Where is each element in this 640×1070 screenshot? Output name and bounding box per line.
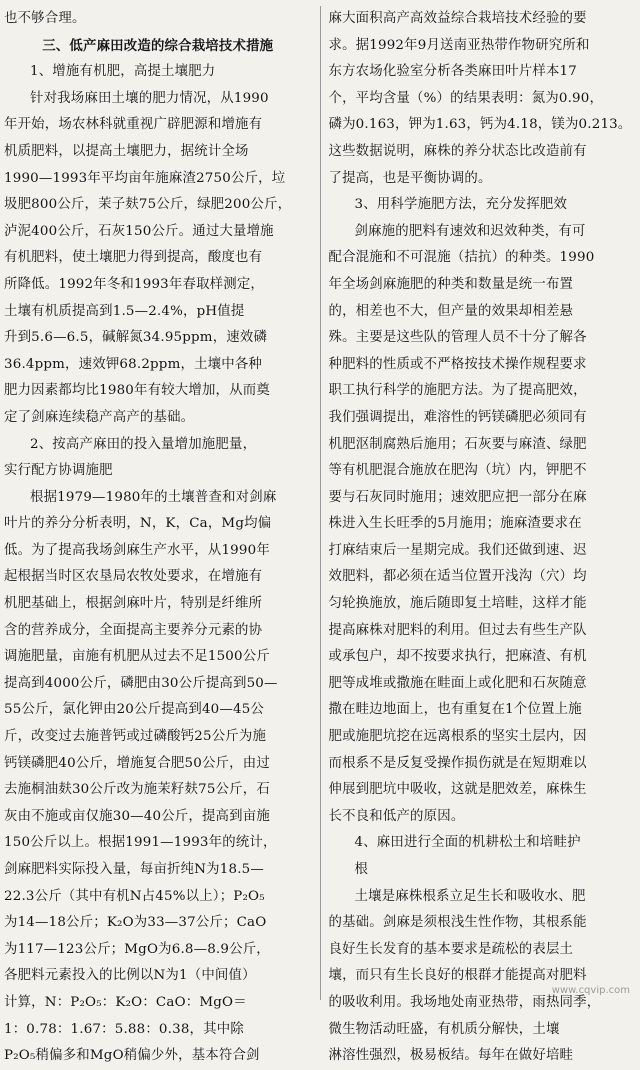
- right-text-line: 求。据1992年9月送南亚热带作物研究所和: [328, 37, 590, 53]
- right-text-line: 微生物活动旺盛，有机质分解快，土壤: [328, 1021, 560, 1037]
- left-text-line: 1、增施有机肥，高提土壤肥力: [30, 64, 216, 80]
- left-text-line: 计算，N：P₂O₅：K₂O：CaO：MgO＝: [4, 994, 247, 1010]
- left-text-line: 根据1979—1980年的土壤普查和对剑麻: [30, 489, 277, 505]
- left-text-line: 定了剑麻连续稳产高产的基础。: [4, 409, 195, 425]
- left-text-line: 为14—18公斤；K₂O为33—37公斤；CaO: [4, 915, 267, 931]
- right-text-line: 职工执行科学的施肥方法。为了提高肥效，: [328, 383, 587, 399]
- right-text-line: 壤，而只有生长良好的根群才能提高对肥料: [328, 968, 587, 984]
- right-text-line: 肥等成堆或撒施在畦面上或化肥和石灰随意: [328, 675, 587, 691]
- left-text-line: 土壤有机质提高到1.5—2.4%，pH值提: [4, 303, 245, 319]
- left-text-line: 含的营养成分，全面提高主要养分元素的协: [4, 622, 263, 638]
- right-text-line: 淋溶性强烈，极易板结。每年在做好培畦: [328, 1048, 574, 1064]
- left-text-line: 1990—1993年平均亩年施麻渣2750公斤，垃: [4, 170, 286, 186]
- left-text-line: 钙镁磷肥40公斤，增施复合肥50公斤，由过: [4, 755, 270, 771]
- right-text-line: 等有机肥混合施放在肥沟（坑）内，钾肥不: [328, 463, 587, 479]
- right-text-line: 了提高，也是平衡协调的。: [328, 170, 492, 186]
- right-text-line: 的基础。剑麻是须根浅生性作物，其根系能: [328, 915, 587, 931]
- right-text-line: 要与石灰同时施用；速效肥应把一部分在麻: [328, 489, 587, 505]
- right-text-line: 麻大面积高产高效益综合栽培技术经验的要: [328, 11, 587, 26]
- left-text-line: 55公斤，氯化钾由20公斤提高到40—45公: [4, 702, 265, 718]
- right-text-line: 个，平均含量（%）的结果表明：氮为0.90，: [328, 90, 604, 106]
- left-text-line: 去施桐油麸30公斤改为施茉籽麸75公斤，石: [4, 782, 270, 798]
- right-text-line: 根: [354, 862, 369, 877]
- right-text-line: 机肥沤制腐熟后施用；石灰要与麻渣、绿肥: [328, 436, 587, 452]
- left-text-line: 36.4ppm，速效钾68.2ppm，土壤中各种: [4, 356, 263, 372]
- left-text-line: 提高到4000公斤，磷肥由30公斤提高到50—: [4, 675, 278, 691]
- left-text-line: 三、低产麻田改造的综合栽培技术措施: [42, 37, 274, 54]
- right-text-line: 殊。主要是这些队的管理人员不十分了解各: [328, 330, 587, 346]
- left-text-line: 起根据当时区农垦局农牧处要求，在增施有: [4, 569, 263, 585]
- left-text-line: 各肥料元素投入的比例以N为1（中间值）: [4, 968, 256, 984]
- left-text-line: 低。为了提高我场剑麻生产水平，从1990年: [4, 542, 270, 558]
- right-text-line: 配合混施和不可混施（拮抗）的种类。1990: [328, 250, 595, 266]
- left-text-line: P₂O₅稍偏多和MgO稍偏少外，基本符合剑: [4, 1048, 260, 1064]
- left-text-line: 肥力因素都均比1980年有较大增加，从而奠: [4, 383, 270, 399]
- right-text-line: 提高麻株对肥料的利用。但过去有些生产队: [328, 622, 587, 638]
- left-text-line: 针对我场麻田土壤的肥力情况，从1990: [30, 90, 269, 106]
- right-text-line: 的，相差也不大，但产量的效果却相差悬: [328, 303, 574, 319]
- left-text-line: 斤，改变过去施普钙或过磷酸钙25公斤为施: [4, 729, 267, 745]
- right-text-line: 撒在畦边地面上，也有重复在1个位置上施: [328, 702, 582, 718]
- right-text-line: 或承包户，却不按要求执行，把麻渣、有机: [328, 649, 587, 665]
- left-text-line: 圾肥800公斤，茉子麸75公斤，绿肥200公斤，: [4, 197, 292, 213]
- right-text-line: 长不良和低产的原因。: [328, 808, 465, 824]
- right-text-line: 3、用科学施肥方法，充分发挥肥效: [354, 197, 568, 213]
- left-text-line: 泸泥400公斤，石灰150公斤。通过大量增施: [4, 223, 274, 239]
- left-text-line: 有机肥料，使土壤肥力得到提高，酸度也有: [4, 250, 263, 266]
- right-text-line: 土壤是麻株根系立足生长和吸收水、肥: [354, 888, 586, 904]
- right-text-line: 株进入生长旺季的5月施用；施麻渣要求在: [328, 516, 582, 532]
- left-column: [4, 6, 320, 1064]
- right-text-line: 匀轮换施放，施后随即复土培畦，这样才能: [328, 596, 587, 612]
- right-text-line: 良好生长发育的基本要求是疏松的表层土: [328, 941, 574, 957]
- left-text-line: 150公斤以上。根据1991—1993年的统计，: [4, 835, 277, 851]
- right-text-line: 东方农场化验室分析各类麻田叶片样本17: [328, 64, 577, 80]
- right-text-line: 而根系不是反复受操作损伤就是在短期难以: [328, 755, 587, 771]
- left-text-line: 年开始，场农林科就重视广辟肥源和增施有: [4, 117, 263, 133]
- right-text-line: 剑麻施的肥料有速效和迟效种类，有可: [354, 223, 586, 239]
- left-text-line: 升到5.6—6.5，碱解氮34.95ppm，速效磷: [4, 330, 268, 346]
- right-text-line: 我们强调提出，难溶性的钙镁磷肥必须同有: [328, 409, 587, 425]
- right-text-line: 的吸收利用。我场地处南亚热带，雨热同季，: [328, 994, 601, 1010]
- right-text-line: 这些数据说明，麻株的养分状态比改造前有: [328, 143, 587, 159]
- left-text-line: 实行配方协调施肥: [4, 463, 113, 479]
- left-text-line: 调施肥量，亩施有机肥从过去不足1500公斤: [4, 649, 270, 665]
- left-text-line: 灰由不施或亩仅施30—40公斤，提高到亩施: [4, 808, 270, 824]
- left-text-line: 1：0.78：1.67：5.88：0.38，其中除: [4, 1021, 244, 1037]
- left-text-line: 机肥基础上，根据剑麻叶片，特别是纤维所: [4, 596, 263, 612]
- right-text-line: 肥或施肥坑挖在远离根系的坚实土层内，因: [328, 729, 587, 745]
- left-text-line: 叶片的养分分析表明，N，K，Ca，Mg均偏: [4, 516, 272, 532]
- left-text-line: 所降低。1992年冬和1993年春取样测定，: [4, 276, 265, 292]
- left-text-line: 剑麻肥料实际投入量，每亩折纯N为18.5—: [4, 862, 264, 877]
- right-text-line: 磷为0.163，钾为1.63，钙为4.18，镁为0.213。: [328, 117, 632, 133]
- right-text-line: 种肥料的性质或不严格按技术操作规程要求: [328, 356, 587, 372]
- left-text-line: 也不够合理。: [4, 11, 86, 26]
- left-text-line: 2、按高产麻田的投入量增加施肥量，: [30, 436, 257, 452]
- left-text-line: 为117—123公斤；MgO为6.8—8.9公斤，: [4, 941, 270, 957]
- right-text-line: 年全场剑麻施肥的种类和数量是统一布置: [328, 276, 574, 292]
- right-text-line: 打麻结束后一星期完成。我们还做到速、迟: [328, 542, 587, 558]
- left-text-line: 机质肥料，以提高土壤肥力，据统计全场: [4, 143, 249, 159]
- right-text-line: 效肥料，都必须在适当位置开浅沟（穴）均: [328, 569, 587, 585]
- right-text-line: 伸展到肥坑中吸收，这就是肥效差，麻株生: [328, 782, 587, 798]
- right-text-line: 4、麻田进行全面的机耕松土和培畦护: [354, 835, 581, 851]
- right-column: [320, 6, 637, 1064]
- watermark: www.cqvip.com: [551, 985, 630, 996]
- left-text-line: 22.3公斤（其中有机N占45%以上）；P₂O₅: [4, 888, 265, 904]
